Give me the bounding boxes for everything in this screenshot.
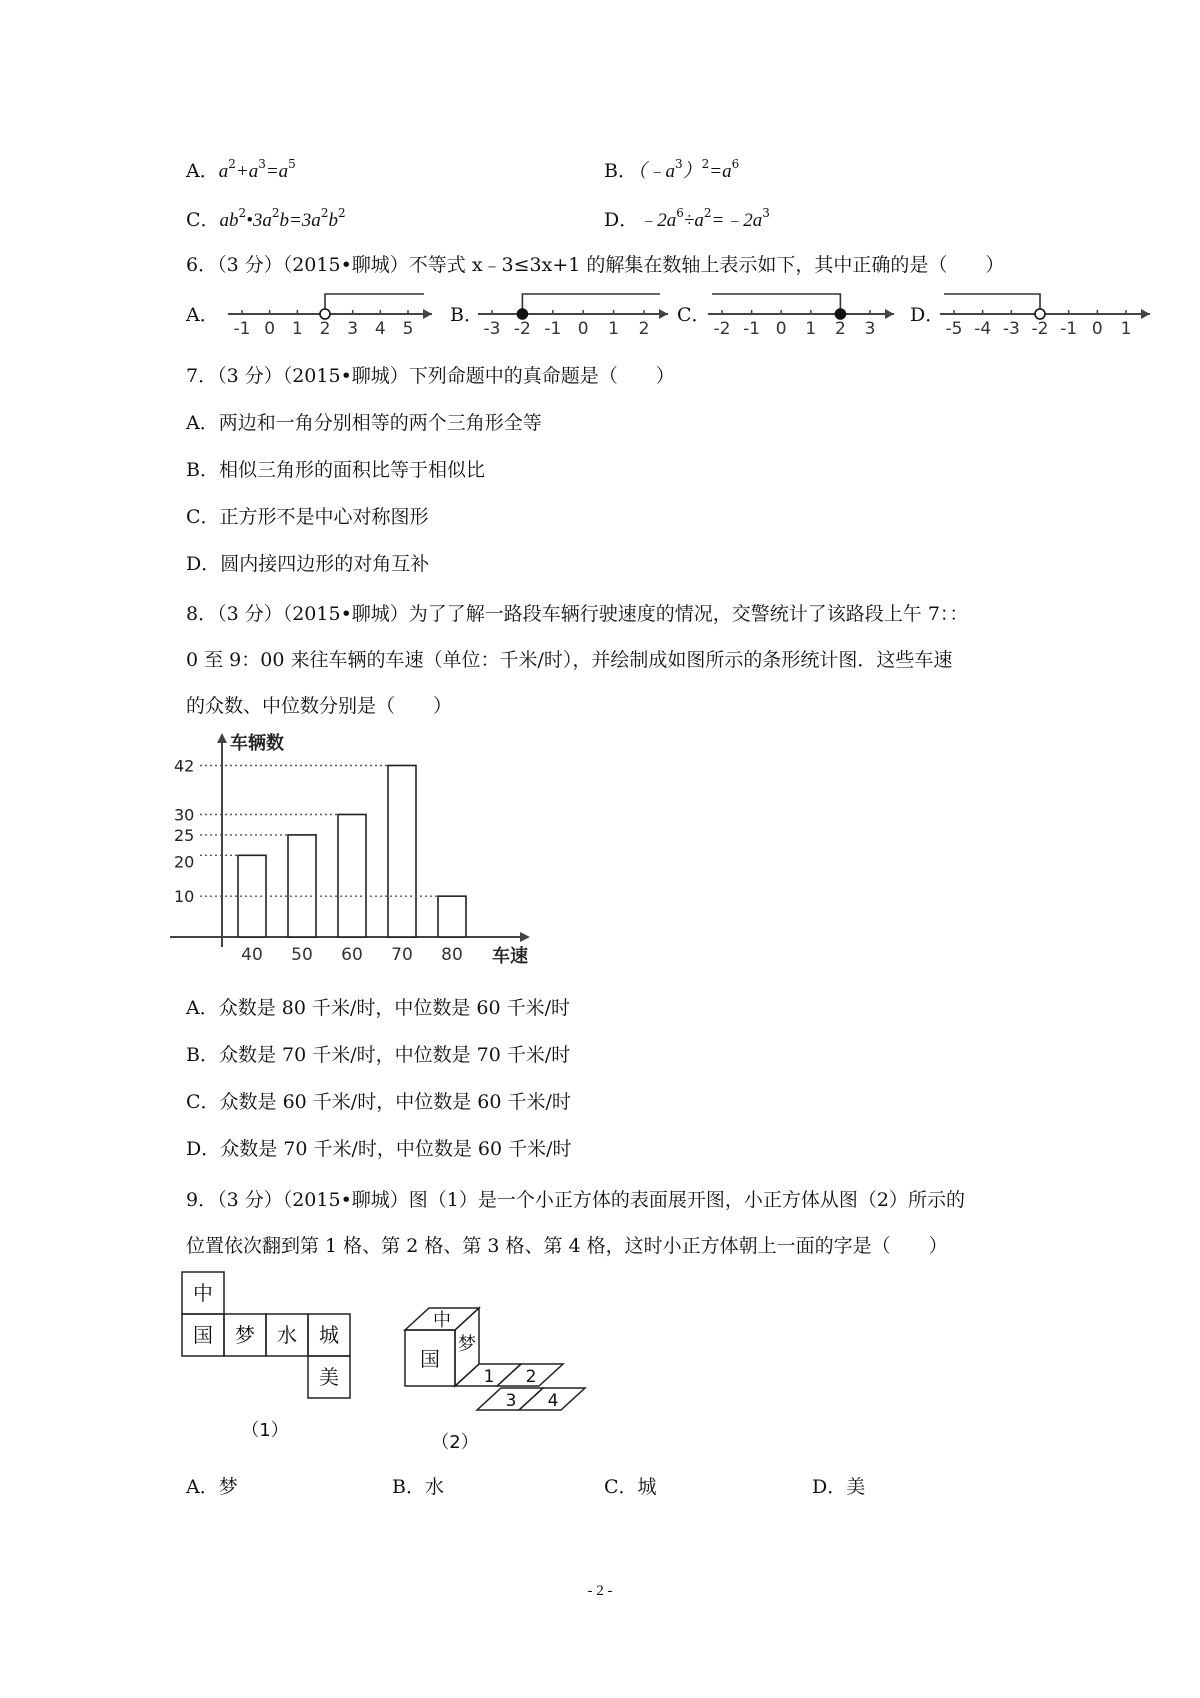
number-line-tick-label: 3 bbox=[864, 319, 876, 339]
grid-label: 3 bbox=[505, 1391, 517, 1411]
net-row-text: 城 bbox=[319, 1323, 339, 1347]
q7-option-a: A．两边和一角分别相等的两个三角形全等 bbox=[186, 412, 542, 434]
bar bbox=[388, 766, 416, 938]
q9-option-a: A．梦 bbox=[186, 1476, 238, 1498]
number-line-tick-label: -2 bbox=[1031, 319, 1049, 339]
number-line-tick-label: 1 bbox=[608, 319, 620, 339]
solution-ray bbox=[325, 294, 424, 314]
y-tick-label: 20 bbox=[174, 852, 195, 872]
net-caption: （1） bbox=[241, 1420, 289, 1441]
grid-label: 1 bbox=[483, 1367, 495, 1387]
x-tick-label: 60 bbox=[341, 945, 363, 965]
number-line-tick-label: 0 bbox=[264, 319, 276, 339]
solution-ray bbox=[944, 294, 1040, 314]
number-line-tick-label: -2 bbox=[513, 319, 531, 339]
q6-label-a: A． bbox=[186, 304, 219, 326]
q6-label-d: D． bbox=[910, 304, 945, 326]
number-line-tick-label: 4 bbox=[374, 319, 386, 339]
number-line-arrow bbox=[1141, 309, 1150, 319]
bar bbox=[338, 815, 366, 938]
number-line-tick-label: 1 bbox=[291, 319, 303, 339]
number-line-tick-label: -3 bbox=[483, 319, 501, 339]
number-line-tick-label: 0 bbox=[577, 319, 589, 339]
net-row-text: 水 bbox=[277, 1323, 297, 1347]
y-tick-label: 30 bbox=[174, 805, 195, 825]
number-line-arrow bbox=[885, 309, 894, 319]
q5-option-c: C．$ab^2•3a^2b=3a^2b^2$ bbox=[186, 206, 346, 231]
x-axis-arrow bbox=[520, 932, 530, 942]
number-line-tick-label: 0 bbox=[1091, 319, 1103, 339]
number-line-tick-label: 1 bbox=[1120, 319, 1132, 339]
number-line-arrow bbox=[423, 309, 432, 319]
grid-label: 2 bbox=[525, 1367, 537, 1387]
q8-stem-line-3: 的众数、中位数分别是（ ） bbox=[186, 695, 453, 717]
number-line-arrow bbox=[659, 309, 668, 319]
solution-ray bbox=[712, 294, 840, 314]
number-line-tick-label: 0 bbox=[775, 319, 787, 339]
solution-ray bbox=[522, 294, 660, 314]
cube-side-text: 梦 bbox=[458, 1334, 476, 1355]
number-line-tick-label: -1 bbox=[743, 319, 761, 339]
net-row-text: 国 bbox=[193, 1323, 213, 1347]
q8-option-a: A．众数是 80 千米/时，中位数是 60 千米/时 bbox=[186, 997, 571, 1019]
q8-option-c: C．众数是 60 千米/时，中位数是 60 千米/时 bbox=[186, 1091, 571, 1113]
y-axis-arrow bbox=[217, 733, 227, 743]
hollow-dot bbox=[1035, 309, 1045, 319]
q9-option-c: C．城 bbox=[604, 1476, 657, 1498]
x-tick-label: 40 bbox=[241, 945, 263, 965]
x-tick-label: 80 bbox=[441, 945, 463, 965]
number-line-tick-label: 2 bbox=[834, 319, 846, 339]
q7-option-b: B．相似三角形的面积比等于相似比 bbox=[186, 459, 485, 481]
y-tick-label: 25 bbox=[174, 825, 195, 845]
number-line-tick-label: -1 bbox=[544, 319, 562, 339]
number-line-tick-label: 5 bbox=[402, 319, 414, 339]
q8-stem-line-2: 0 至 9：00 来往车辆的车速（单位：千米/时），并绘制成如图所示的条形统计图．这些车速 bbox=[186, 649, 953, 671]
q8-bar-chart bbox=[170, 725, 570, 980]
x-tick-label: 50 bbox=[291, 945, 313, 965]
q5-option-a: A．$a^2+a^3=a^5$ bbox=[186, 157, 296, 182]
q9-stem-line-1: 9．（3 分）（2015•聊城）图（1）是一个小正方体的表面展开图，小正方体从图（2）所示的 bbox=[186, 1189, 965, 1211]
q7-option-c: C．正方形不是中心对称图形 bbox=[186, 506, 429, 528]
y-axis-label: 车辆数 bbox=[230, 733, 284, 754]
q7-stem: 7．（3 分）（2015•聊城）下列命题中的真命题是（ ） bbox=[186, 365, 675, 387]
net-row-text: 梦 bbox=[235, 1323, 255, 1347]
solid-dot bbox=[835, 309, 845, 319]
q9-option-d: D．美 bbox=[812, 1476, 866, 1498]
number-line-tick-label: -2 bbox=[713, 319, 731, 339]
q9-figure-cube bbox=[395, 1300, 615, 1465]
bar bbox=[438, 896, 466, 937]
q9-option-b: B．水 bbox=[392, 1476, 444, 1498]
number-line-tick-label: -3 bbox=[1002, 319, 1020, 339]
y-tick-label: 42 bbox=[174, 756, 195, 776]
number-line-tick-label: -5 bbox=[945, 319, 963, 339]
cube-caption: （2） bbox=[431, 1432, 479, 1453]
q5-option-b: B．$(﹣a^3)^2=a^6$ bbox=[604, 157, 740, 182]
number-line-tick-label: -1 bbox=[233, 319, 251, 339]
hollow-dot bbox=[320, 309, 330, 319]
number-line-tick-label: -1 bbox=[1060, 319, 1078, 339]
x-tick-label: 70 bbox=[391, 945, 413, 965]
grid-label: 4 bbox=[547, 1391, 559, 1411]
number-line-tick-label: 2 bbox=[319, 319, 331, 339]
y-tick-label: 10 bbox=[174, 887, 195, 907]
number-line-tick-label: 3 bbox=[347, 319, 359, 339]
page-number: - 2 - bbox=[587, 1583, 613, 1599]
q6-number-lines bbox=[0, 290, 1200, 350]
q8-option-b: B．众数是 70 千米/时，中位数是 70 千米/时 bbox=[186, 1044, 571, 1066]
q8-stem-line-1: 8．（3 分）（2015•聊城）为了了解一路段车辆行驶速度的情况，交警统计了该路段上午 7：： bbox=[186, 603, 969, 625]
q6-label-c: C． bbox=[677, 304, 711, 326]
cube-top-text: 中 bbox=[433, 1310, 451, 1331]
net-bottom-text: 美 bbox=[319, 1365, 339, 1389]
number-line-tick-label: 2 bbox=[638, 319, 650, 339]
q9-figure-net bbox=[180, 1270, 360, 1460]
number-line-tick-label: -4 bbox=[974, 319, 992, 339]
q9-stem-line-2: 位置依次翻到第 1 格、第 2 格、第 3 格、第 4 格，这时小正方体朝上一面的字是（ ） bbox=[186, 1235, 948, 1257]
x-axis-label: 车速 bbox=[492, 946, 528, 967]
q5-option-d: D．$﹣2a^6\div a^2=﹣2a^3$ bbox=[604, 206, 770, 231]
net-top-text: 中 bbox=[193, 1281, 213, 1305]
solid-dot bbox=[517, 309, 527, 319]
bar bbox=[288, 835, 316, 937]
q6-label-b: B． bbox=[450, 304, 483, 326]
number-line-tick-label: 1 bbox=[805, 319, 817, 339]
q8-option-d: D．众数是 70 千米/时，中位数是 60 千米/时 bbox=[186, 1138, 572, 1160]
cube-front-text: 国 bbox=[420, 1347, 440, 1371]
q7-option-d: D．圆内接四边形的对角互补 bbox=[186, 553, 430, 575]
q6-stem: 6．（3 分）（2015•聊城）不等式 x﹣3≤3x+1 的解集在数轴上表示如下，其中正确的是（ ） bbox=[186, 254, 1005, 276]
